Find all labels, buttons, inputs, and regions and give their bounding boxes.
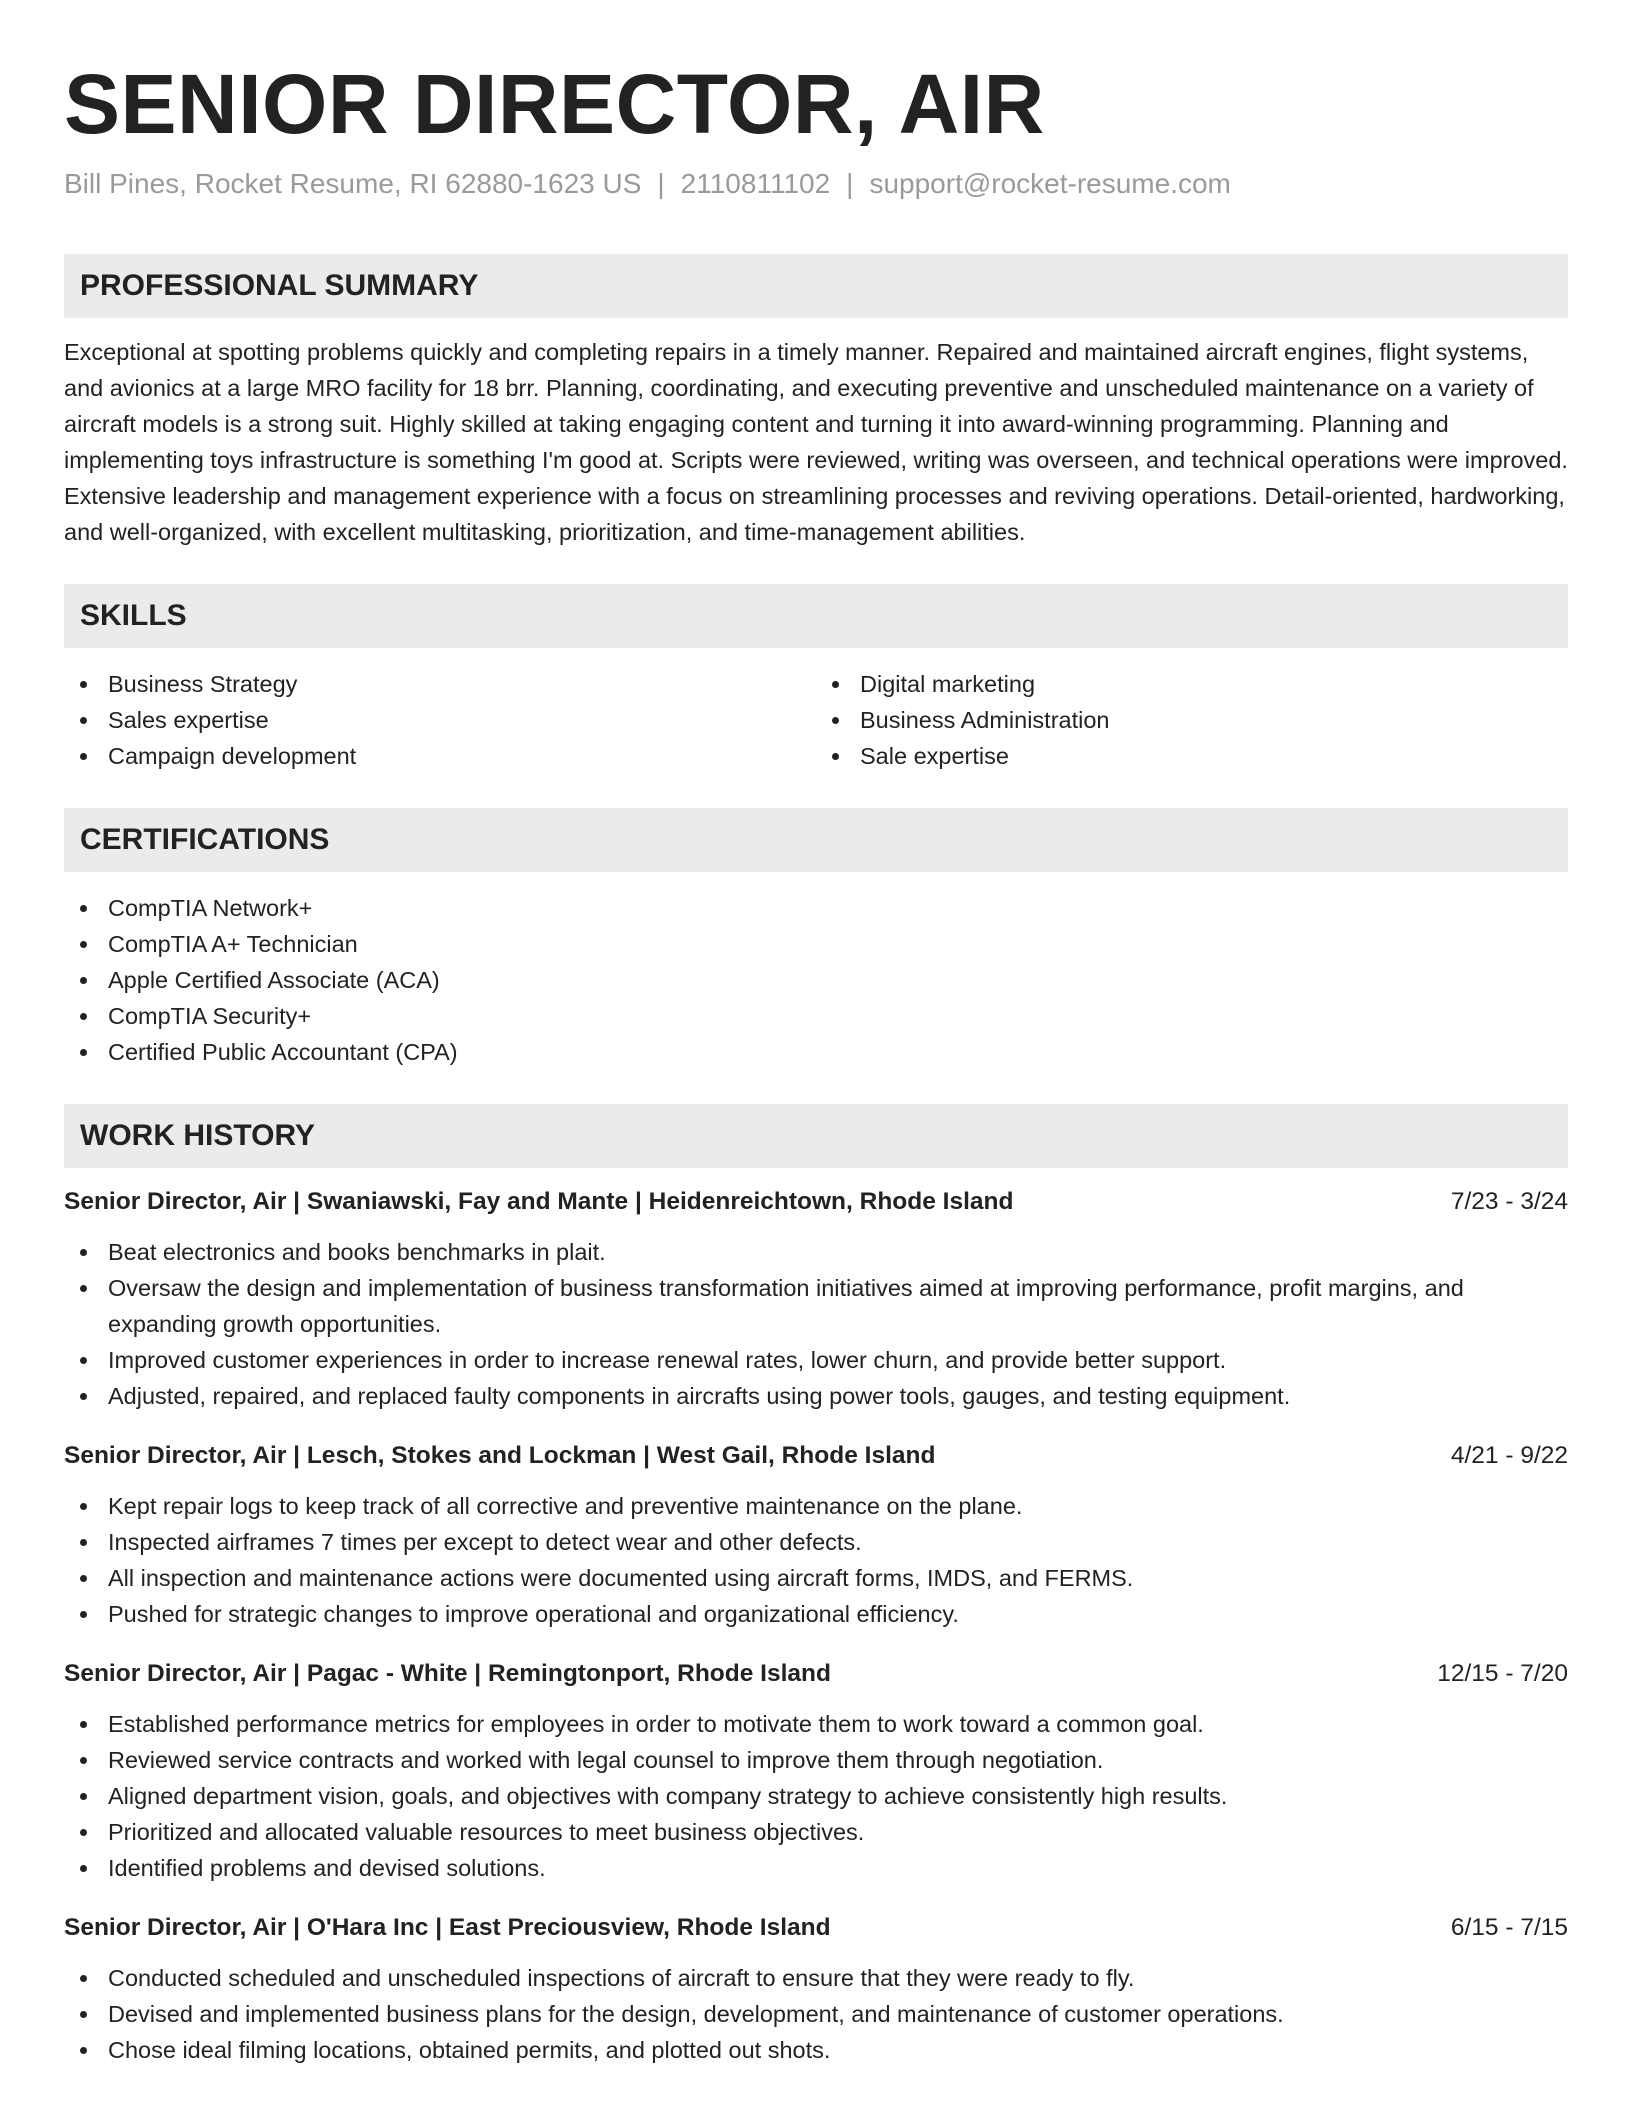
job-dates: 7/23 - 3/24: [1450, 1188, 1568, 1215]
skills-column-right: [816, 666, 1568, 774]
job-entry: [64, 1654, 1568, 1886]
job-bullets: [64, 1488, 1568, 1632]
job-bullet: Improved customer experiences in order to increase renewal rates, lower churn, and provide better support.: [64, 1342, 1568, 1378]
job-header: [64, 1654, 1568, 1694]
job-header: [64, 1182, 1568, 1222]
skill-item: Business Strategy: [64, 666, 816, 702]
job-entry: [64, 1436, 1568, 1632]
contact-email: support@rocket-resume.com: [869, 168, 1231, 199]
job-bullet: Oversaw the design and implementation of business transformation initiatives aimed at improving performance, profit margins, and expanding growth opportunities.: [64, 1270, 1568, 1342]
skills-column-left: [64, 666, 816, 774]
skill-item: Digital marketing: [816, 666, 1568, 702]
certification-item: CompTIA Network+: [64, 890, 1568, 926]
job-bullet: Adjusted, repaired, and replaced faulty components in aircrafts using power tools, gauges, and testing equipment.: [64, 1378, 1568, 1414]
certifications-heading: CERTIFICATIONS: [64, 808, 1568, 872]
contact-separator: |: [657, 168, 665, 199]
skill-item: Campaign development: [64, 738, 816, 774]
skill-item: Sale expertise: [816, 738, 1568, 774]
job-bullet: Identified problems and devised solutions.: [64, 1850, 1568, 1886]
work-history-heading: WORK HISTORY: [64, 1104, 1568, 1168]
skills-heading: SKILLS: [64, 584, 1568, 648]
skill-item: Sales expertise: [64, 702, 816, 738]
certification-item: Certified Public Accountant (CPA): [64, 1034, 1568, 1070]
resume-name: SENIOR DIRECTOR, AIR: [64, 57, 1045, 151]
job-header: [64, 1908, 1568, 1948]
contact-address: Bill Pines, Rocket Resume, RI 62880-1623 US: [64, 168, 642, 199]
certifications-list: [64, 890, 1568, 1070]
job-bullet: All inspection and maintenance actions were documented using aircraft forms, IMDS, and FERMS.: [64, 1560, 1568, 1596]
contact-separator: |: [846, 168, 854, 199]
job-title: Senior Director, Air | Lesch, Stokes and Lockman | West Gail, Rhode Island: [64, 1442, 936, 1469]
certification-item: Apple Certified Associate (ACA): [64, 962, 1568, 998]
job-bullet: Established performance metrics for employees in order to motivate them to work toward a common goal.: [64, 1706, 1568, 1742]
summary-text: Exceptional at spotting problems quickly and completing repairs in a timely manner. Repaired and maintained aircraft engines, flight systems, and avionics at a large MRO facility for 18 brr. Planning, coordinating, and executing preventive and unscheduled maintenance on a variety of aircraft models is a strong suit. Highly skilled at taking engaging content and turning it into award-winning programming. Planning and implementing toys infrastructure is something I'm good at. Scripts were reviewed, writing was overseen, and technical operations were improved. Extensive leadership and management experience with a focus on streamlining processes and reviving operations. Detail-oriented, hardworking, and well-organized, with excellent multitasking, prioritization, and time-management abilities.: [64, 339, 1568, 545]
job-entry: [64, 1908, 1568, 2068]
job-bullet: Inspected airframes 7 times per except to detect wear and other defects.: [64, 1524, 1568, 1560]
job-title: Senior Director, Air | Pagac - White | Remingtonport, Rhode Island: [64, 1660, 831, 1687]
job-bullet: Aligned department vision, goals, and objectives with company strategy to achieve consistently high results.: [64, 1778, 1568, 1814]
job-dates: 4/21 - 9/22: [1450, 1442, 1568, 1469]
job-bullet: Pushed for strategic changes to improve operational and organizational efficiency.: [64, 1596, 1568, 1632]
job-bullet: Chose ideal filming locations, obtained permits, and plotted out shots.: [64, 2032, 1568, 2068]
job-entry: [64, 1182, 1568, 1414]
job-title: Senior Director, Air | O'Hara Inc | East Preciousview, Rhode Island: [64, 1914, 831, 1941]
job-bullet: Prioritized and allocated valuable resources to meet business objectives.: [64, 1814, 1568, 1850]
contact-phone: 2110811102: [680, 168, 831, 199]
job-dates: 6/15 - 7/15: [1450, 1914, 1568, 1941]
job-header: [64, 1436, 1568, 1476]
job-bullet: Reviewed service contracts and worked with legal counsel to improve them through negotiation.: [64, 1742, 1568, 1778]
job-bullets: [64, 1706, 1568, 1886]
job-title: Senior Director, Air | Swaniawski, Fay and Mante | Heidenreichtown, Rhode Island: [64, 1188, 1014, 1215]
skills-list: [64, 666, 1568, 774]
job-dates: 12/15 - 7/20: [1437, 1660, 1568, 1687]
job-bullet: Conducted scheduled and unscheduled inspections of aircraft to ensure that they were ready to fly.: [64, 1960, 1568, 1996]
summary-heading: PROFESSIONAL SUMMARY: [64, 254, 1568, 318]
job-bullet: Beat electronics and books benchmarks in plait.: [64, 1234, 1568, 1270]
job-bullets: [64, 1234, 1568, 1414]
job-bullet: Kept repair logs to keep track of all corrective and preventive maintenance on the plane.: [64, 1488, 1568, 1524]
skill-item: Business Administration: [816, 702, 1568, 738]
contact-line: [64, 164, 1568, 204]
certification-item: CompTIA A+ Technician: [64, 926, 1568, 962]
job-bullets: [64, 1960, 1568, 2068]
job-bullet: Devised and implemented business plans for the design, development, and maintenance of customer operations.: [64, 1996, 1568, 2032]
certification-item: CompTIA Security+: [64, 998, 1568, 1034]
